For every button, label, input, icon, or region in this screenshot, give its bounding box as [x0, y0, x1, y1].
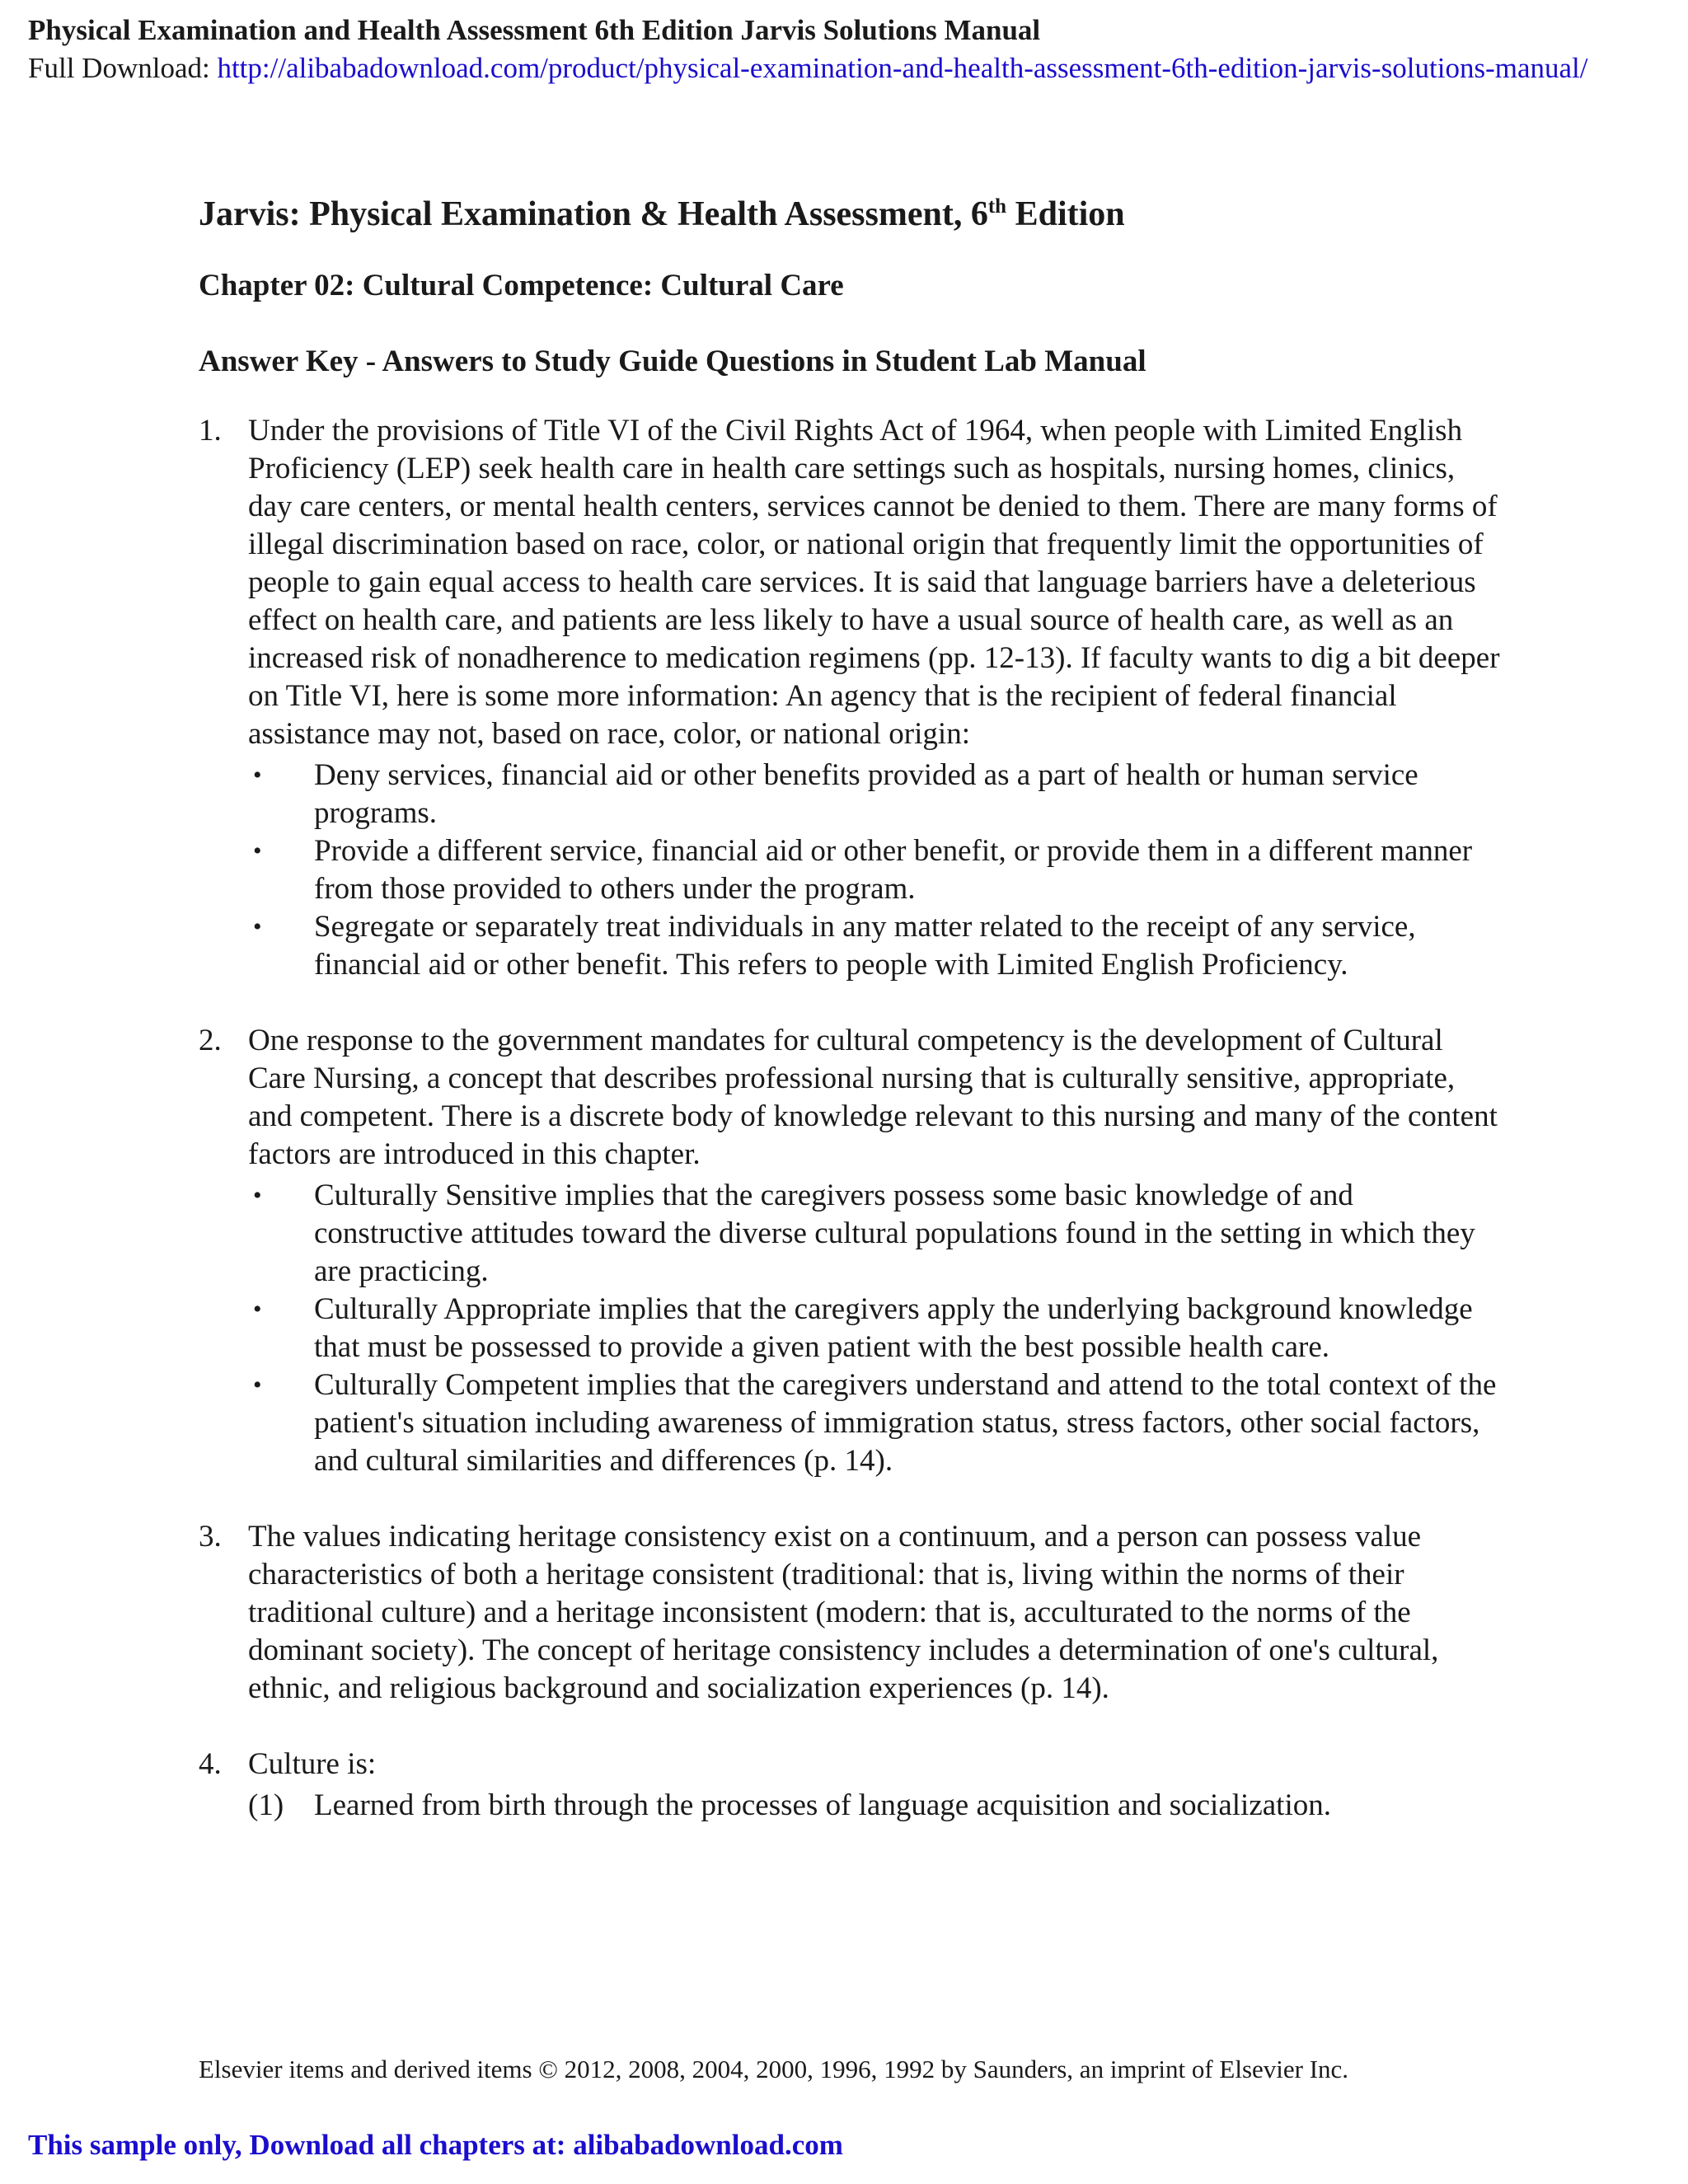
bullet-item	[248, 757, 1501, 832]
answer-key-heading: Answer Key - Answers to Study Guide Questions in Student Lab Manual	[199, 344, 1146, 378]
banner-download-line	[28, 49, 1688, 87]
document-body	[199, 191, 1501, 1863]
book-title-text: Jarvis: Physical Examination & Health Assessment, 6	[199, 195, 988, 233]
bullet-item	[248, 1177, 1501, 1291]
sub-item-number: (1)	[248, 1788, 284, 1822]
bullet-text: Culturally Appropriate implies that the caregivers apply the underlying background knowledge that must be possessed to provide a given patient with the best possible health care.	[314, 1292, 1473, 1364]
download-label: Full Download:	[28, 52, 218, 84]
answer-number: 4.	[199, 1747, 222, 1781]
download-banner	[28, 12, 1676, 87]
answer-item-2	[199, 1022, 1501, 1480]
answer-number: 2.	[199, 1024, 222, 1057]
bullet-list	[248, 757, 1501, 984]
bullet-icon: •	[253, 762, 262, 789]
answer-text: One response to the government mandates for cultural competency is the development of Cultural Care Nursing, a concept that describes professional nursing that is culturally sensitive, appropriate, and competent. There is a discrete body of knowledge relevant to this nursing and many of the content factors are introduced in this chapter.	[248, 1024, 1498, 1171]
answer-number: 3.	[199, 1520, 222, 1554]
sample-download-note[interactable]: This sample only, Download all chapters at: alibabadownload.com	[28, 2129, 843, 2161]
bullet-icon: •	[253, 837, 262, 865]
copyright-notice: Elsevier items and derived items © 2012, 2008, 2004, 2000, 1996, 1992 by Saunders, an imprint of Elsevier Inc.	[199, 2055, 1349, 2083]
bullet-item	[248, 832, 1501, 908]
bullet-text: Culturally Competent implies that the caregivers understand and attend to the total context of the patient's situation including awareness of immigration status, stress factors, other social factors, and cultural similarities and differences (p. 14).	[314, 1368, 1497, 1478]
bullet-item	[248, 1366, 1501, 1480]
book-title	[199, 191, 1501, 237]
bullet-list	[248, 1177, 1501, 1480]
answer-list	[199, 412, 1501, 1825]
bullet-icon: •	[253, 1182, 262, 1209]
bullet-item	[248, 1291, 1501, 1366]
bullet-icon: •	[253, 1296, 262, 1323]
sub-item	[248, 1787, 1501, 1825]
answer-text: Culture is:	[248, 1747, 377, 1781]
bullet-text: Segregate or separately treat individuals in any matter related to the receipt of any service, financial aid or other benefit. This refers to people with Limited English Proficiency.	[314, 910, 1416, 982]
bullet-icon: •	[253, 1371, 262, 1399]
bullet-text: Provide a different service, financial aid or other benefit, or provide them in a different manner from those provided to others under the program.	[314, 834, 1473, 906]
answer-text: Under the provisions of Title VI of the Civil Rights Act of 1964, when people with Limited English Proficiency (LEP) seek health care in health care settings such as hospitals, nursing homes, clinics, day care centers, or mental health centers, services cannot be denied to them. There are many forms of illegal discrimination based on race, color, or national origin that frequently limit the opportunities of people to gain equal access to health care services. It is said that language barriers have a deleterious effect on health care, and patients are less likely to have a usual source of health care, as well as an increased risk of nonadherence to medication regimens (pp. 12-13). If faculty wants to dig a bit deeper on Title VI, here is some more information: An agency that is the recipient of federal financial assistance may not, based on race, color, or national origin:	[248, 414, 1500, 751]
bullet-icon: •	[253, 913, 262, 940]
answer-item-1	[199, 412, 1501, 984]
chapter-title: Chapter 02: Cultural Competence: Cultural Care	[199, 269, 844, 302]
banner-title: Physical Examination and Health Assessment 6th Edition Jarvis Solutions Manual	[28, 14, 1041, 46]
book-title-superscript: th	[987, 195, 1007, 218]
answer-text: The values indicating heritage consistency exist on a continuum, and a person can possess value characteristics of both a heritage consistent (traditional: that is, living within the norms of their traditional culture) and a heritage inconsistent (modern: that is, acculturated to the norms of the dominant society). The concept of heritage consistency includes a determination of one's cultural, ethnic, and religious background and socialization experiences (p. 14).	[248, 1520, 1439, 1705]
answer-item-3	[199, 1518, 1501, 1708]
answer-item-4	[199, 1746, 1501, 1825]
download-link[interactable]: http://alibabadownload.com/product/physical-examination-and-health-assessment-6th-edition-jarvis-solutions-manual/	[217, 52, 1588, 84]
bullet-item	[248, 908, 1501, 984]
book-title-end: Edition	[1006, 195, 1125, 233]
bullet-text: Deny services, financial aid or other benefits provided as a part of health or human service programs.	[314, 758, 1418, 830]
sub-item-text: Learned from birth through the processes of language acquisition and socialization.	[314, 1788, 1331, 1822]
answer-number: 1.	[199, 414, 222, 448]
bullet-text: Culturally Sensitive implies that the caregivers possess some basic knowledge of and constructive attitudes toward the diverse cultural populations found in the setting in which they are practicing.	[314, 1179, 1475, 1288]
